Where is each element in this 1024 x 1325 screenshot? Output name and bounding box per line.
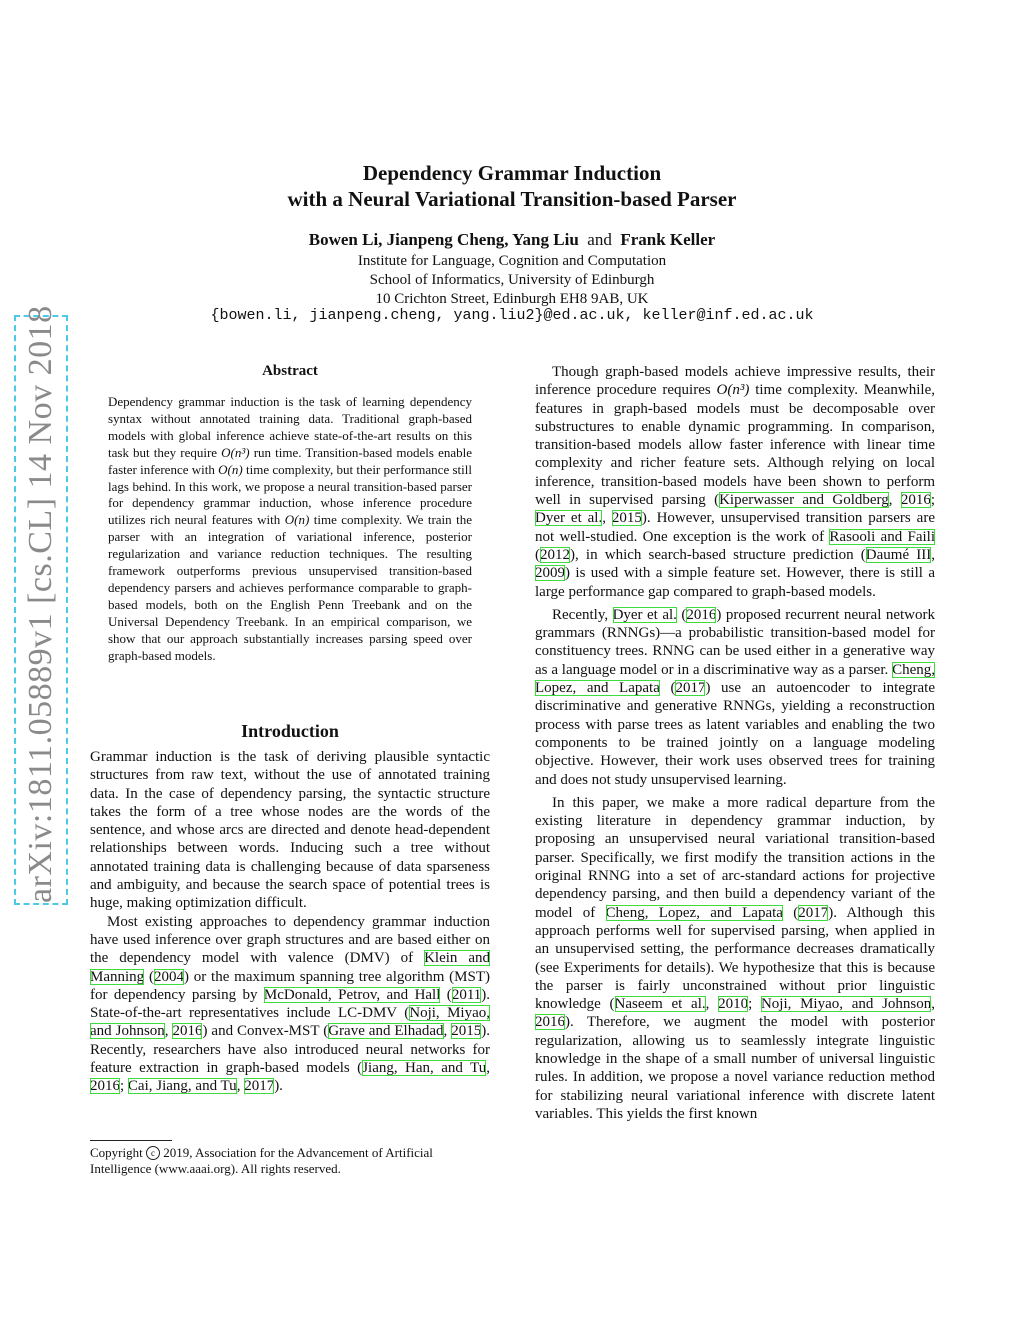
citation-link[interactable]: McDonald, Petrov, and Hall xyxy=(263,986,441,1003)
author-names: Bowen Li, Jianpeng Cheng, Yang Liu xyxy=(308,230,579,249)
text: , xyxy=(931,546,935,563)
text: Though graph-based models achieve impressive results, their inference procedure requires xyxy=(535,364,935,399)
citation-year-link[interactable]: 2010 xyxy=(718,996,749,1013)
arxiv-identifier-stamp[interactable]: arXiv:1811.05889v1 [cs.CL] 14 Nov 2018 xyxy=(14,315,68,905)
abstract-text: time complexity, but their performance still lags behind. In this work, we propose a neural transition-based parser for dependency grammar induction, whose inference procedure utilizes rich neural features with xyxy=(108,461,472,528)
text: Recently, xyxy=(552,606,613,623)
footnote-text: 2019, Association for the Advancement of Artificial Intelligence (www.aaai.org). All rights reserved. xyxy=(90,1145,433,1176)
text: ). However, unsupervised transition parsers are not well-studied. One exception is the work of xyxy=(535,510,935,545)
citation-year-link[interactable]: 2016 xyxy=(900,492,931,509)
affiliation-line: School of Informatics, University of Edinburgh xyxy=(369,272,655,288)
citation-year-link[interactable]: 2009 xyxy=(535,565,565,582)
text: ( xyxy=(535,546,540,563)
paragraph xyxy=(535,363,935,601)
left-column-text xyxy=(90,748,490,1096)
citation-link[interactable]: Noji, Miyao, and Johnson xyxy=(90,1005,490,1040)
affiliation-line: 10 Crichton Street, Edinburgh EH8 9AB, UK xyxy=(375,291,649,307)
text: ( xyxy=(676,606,687,623)
citation-link[interactable]: Klein and Manning xyxy=(90,950,490,985)
text: Most existing approaches to dependency grammar induction have used inference over graph structures and are based either on the dependency model with valence (DMV) of xyxy=(90,913,490,967)
citation-year-link[interactable]: 2016 xyxy=(686,606,717,623)
introduction-heading: Introduction xyxy=(241,721,339,741)
author-emails: {bowen.li, jianpeng.cheng, yang.liu2}@ed.ac.uk, keller@inf.ed.ac.uk xyxy=(210,307,814,324)
citation-link[interactable]: Kiperwasser and Goldberg xyxy=(719,492,889,509)
abstract-heading: Abstract xyxy=(262,363,318,379)
citation-link[interactable]: Cheng, Lopez, and Lapata xyxy=(535,661,935,697)
citation-year-link[interactable]: 2017 xyxy=(798,904,829,921)
text: , xyxy=(443,1023,452,1040)
copyright-icon: c xyxy=(146,1146,160,1160)
citation-year-link[interactable]: 2017 xyxy=(244,1078,275,1095)
footnote-text: Copyright xyxy=(90,1145,143,1160)
math-expression: O(n) xyxy=(284,512,310,528)
paragraph xyxy=(535,606,935,789)
abstract-text: Dependency grammar induction is the task of learning dependency syntax without annotated training data. Traditional graph-based models with global inference achieve state-of-the-art results on this task but they require xyxy=(108,394,472,460)
text: ) is used with a simple feature set. However, there is still a large performance gap compared to graph-based models. xyxy=(535,565,935,600)
text: ). Recently, researchers have also introduced neural networks for feature extraction in graph-based models ( xyxy=(90,1023,490,1077)
title-line-2: with a Neural Variational Transition-based Parser xyxy=(287,187,737,211)
citation-year-link[interactable]: 2004 xyxy=(153,968,184,985)
citation-year-link[interactable]: 2012 xyxy=(540,546,570,563)
footnote-divider xyxy=(90,1140,172,1141)
author-last: Frank Keller xyxy=(620,230,716,249)
citation-link[interactable]: Jiang, Han, and Tu xyxy=(362,1060,487,1077)
citation-year-link[interactable]: 2015 xyxy=(611,510,642,527)
citation-year-link[interactable]: 2016 xyxy=(535,1014,565,1031)
right-column-text xyxy=(535,363,935,1123)
citation-link[interactable]: Naseem et al. xyxy=(614,996,706,1013)
math-expression: O(n³) xyxy=(716,382,750,399)
text: ) and Convex-MST ( xyxy=(202,1023,329,1040)
text: , xyxy=(602,510,612,527)
text: ). xyxy=(274,1078,283,1095)
text: , xyxy=(236,1078,245,1095)
text: , xyxy=(164,1023,173,1040)
text: time complexity. Meanwhile, features in graph-based models must be decomposable over substructures to enable dynamic programming. In comparison, transition-based models allow faster inference with linear time complexity and richer feature sets. Although relying on local inference, transition-based models have been shown to perform well in supervised parsing ( xyxy=(535,382,936,509)
text: , xyxy=(486,1060,490,1077)
abstract-body xyxy=(108,394,472,665)
text: ; xyxy=(748,996,761,1013)
title-line-1: Dependency Grammar Induction xyxy=(362,161,662,185)
text: , xyxy=(931,996,935,1013)
text: ) or the maximum spanning tree algorithm (MST) for dependency parsing by xyxy=(90,968,490,1003)
citation-link[interactable]: Cai, Jiang, and Tu xyxy=(127,1078,237,1095)
author-list xyxy=(180,230,844,250)
text: ) proposed recurrent neural network grammars (RNNGs)—a probabilistic transition-based model for constituency trees. RNNG can be used either in a generative way as a language model or in a discriminative way as a parser. xyxy=(535,606,935,678)
copyright-footnote xyxy=(90,1145,490,1177)
paragraph xyxy=(90,913,490,1096)
text: ( xyxy=(144,968,154,985)
citation-link[interactable]: Daumé III xyxy=(865,546,932,563)
citation-link[interactable]: Noji, Miyao, and Johnson xyxy=(760,996,932,1013)
math-expression: O(n³) xyxy=(221,444,250,460)
paragraph xyxy=(535,794,935,1123)
paper-title xyxy=(180,160,844,212)
text: ) use an autoencoder to integrate discriminative and generative RNNGs, yielding a reconstruction process with parse trees as latent variables and enabling the two components to be trained jointly on a language modeling objective. However, their work uses observed trees for training and does not study unsupervised learning. xyxy=(535,680,935,788)
text: In this paper, we make a more radical departure from the existing literature in dependency grammar induction, by proposing an unsupervised neural variational transition-based parser. Specifically, we first modify the transition actions in the original RNNG into a set of arc-standard actions for projective dependency parsing, and then build a dependency variant of the model of xyxy=(535,794,935,921)
text: ). Although this approach performs well for supervised parsing, when applied in an unsupervised setting, the performance decreases dramatically (see Experiments for details). We hypothesize that this is because the parser is fairly unconstrained without prior linguistic knowledge ( xyxy=(535,904,935,1013)
text: , xyxy=(705,996,719,1013)
citation-link[interactable]: Cheng, Lopez, and Lapata xyxy=(605,904,783,921)
text: , xyxy=(888,492,901,509)
author-and: and xyxy=(587,230,612,249)
text: ), in which search-based structure prediction ( xyxy=(570,546,866,563)
citation-link[interactable]: Grave and Elhadad xyxy=(328,1023,444,1040)
text: ( xyxy=(440,986,452,1003)
text: ; xyxy=(120,1078,128,1095)
text: ( xyxy=(659,680,676,697)
text: ). State-of-the-art representatives include LC-DMV ( xyxy=(90,986,491,1022)
citation-year-link[interactable]: 2011 xyxy=(451,986,482,1003)
citation-link[interactable]: Rasooli and Faili xyxy=(829,528,935,545)
text: ; xyxy=(930,492,935,509)
abstract-text: time complexity. We train the parser with an integration of variational inference, posterior regularization and variance reduction techniques. The resulting framework outperforms previous unsupervised transition-based dependency parsers and achieves performance comparable to graph-based models, both on the English Penn Treebank and on the Universal Dependency Treebank. In an empirical comparison, we show that our approach substantially increases parsing speed over graph-based models. xyxy=(108,512,472,663)
affiliation xyxy=(180,252,844,309)
text: ). Therefore, we augment the model with posterior regularization, allowing us to seamlessly integrate linguistic knowledge in the shape of a small number of universal linguistic rules. In addition, we propose a novel variance reduction method for stabilizing neural variational inference with discrete latent variables. This yields the first known xyxy=(535,1014,935,1122)
paragraph: Grammar induction is the task of deriving plausible syntactic structures from raw text, without the use of annotated training data. In the case of dependency parsing, the syntactic structure takes the form of a tree whose nodes are the words of the sentence, and whose arcs are directed and denote head-dependent relationships between words. Inducing such a tree without annotated training data is challenging because of data sparseness and ambiguity, and because the search space of potential trees is huge, making optimization difficult. xyxy=(90,749,490,912)
affiliation-line: Institute for Language, Cognition and Computation xyxy=(357,253,667,269)
citation-year-link[interactable]: 2015 xyxy=(451,1023,482,1040)
citation-year-link[interactable]: 2016 xyxy=(172,1023,203,1040)
abstract-text: run time. Transition-based models enable faster inference with xyxy=(108,444,472,477)
citation-link[interactable]: Dyer et al. xyxy=(535,510,603,527)
text: ( xyxy=(782,904,799,921)
math-expression: O(n) xyxy=(218,461,243,477)
citation-year-link[interactable]: 2017 xyxy=(675,680,706,697)
citation-link[interactable]: Dyer et al. xyxy=(612,606,677,623)
citation-year-link[interactable]: 2016 xyxy=(90,1078,120,1095)
